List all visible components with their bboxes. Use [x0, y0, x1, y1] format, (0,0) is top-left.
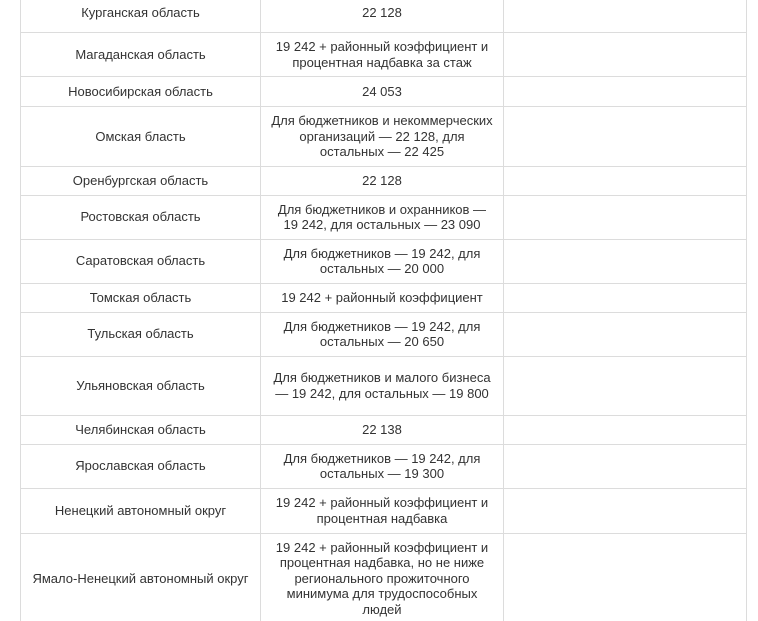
table-body: [21, 0, 747, 621]
region-cell: Новосибирская область: [21, 77, 261, 107]
amount-cell: 22 128: [261, 0, 504, 33]
region-cell: Ростовская область: [21, 195, 261, 239]
note-cell: [504, 0, 747, 33]
region-cell: Оренбургская область: [21, 166, 261, 195]
region-cell: Омская бласть: [21, 107, 261, 167]
amount-cell: 19 242 + районный коэффициент и процентная надбавка: [261, 488, 504, 533]
note-cell: [504, 415, 747, 444]
region-cell: Томская область: [21, 283, 261, 312]
amount-cell: 22 138: [261, 415, 504, 444]
note-cell: [504, 283, 747, 312]
table-row: [21, 488, 747, 533]
minimum-wage-table: [20, 0, 747, 621]
table-row: [21, 312, 747, 356]
table-row: [21, 33, 747, 77]
region-cell: Ульяновская область: [21, 356, 261, 415]
table-row: [21, 533, 747, 621]
note-cell: [504, 195, 747, 239]
amount-cell: Для бюджетников и охранников — 19 242, для остальных — 23 090: [261, 195, 504, 239]
amount-cell: Для бюджетников — 19 242, для остальных — 20 000: [261, 239, 504, 283]
amount-cell: 19 242 + районный коэффициент и процентная надбавка за стаж: [261, 33, 504, 77]
table-row: [21, 444, 747, 488]
region-cell: Саратовская область: [21, 239, 261, 283]
amount-cell: Для бюджетников — 19 242, для остальных — 19 300: [261, 444, 504, 488]
table-row: [21, 415, 747, 444]
amount-cell: 24 053: [261, 77, 504, 107]
table-row: [21, 283, 747, 312]
region-cell: Ярославская область: [21, 444, 261, 488]
region-cell: Тульская область: [21, 312, 261, 356]
note-cell: [504, 488, 747, 533]
amount-cell: Для бюджетников — 19 242, для остальных — 20 650: [261, 312, 504, 356]
region-cell: Курганская область: [21, 0, 261, 33]
note-cell: [504, 166, 747, 195]
region-cell: Магаданская область: [21, 33, 261, 77]
table-row: [21, 195, 747, 239]
table-row: [21, 77, 747, 107]
note-cell: [504, 356, 747, 415]
note-cell: [504, 77, 747, 107]
amount-cell: 19 242 + районный коэффициент и процентная надбавка, но не ниже регионального прожиточного минимума для трудоспособных людей: [261, 533, 504, 621]
amount-cell: 19 242 + районный коэффициент: [261, 283, 504, 312]
table-row: [21, 0, 747, 33]
table-row: [21, 107, 747, 167]
note-cell: [504, 444, 747, 488]
note-cell: [504, 533, 747, 621]
region-cell: Челябинская область: [21, 415, 261, 444]
amount-cell: Для бюджетников и некоммерческих организаций — 22 128, для остальных — 22 425: [261, 107, 504, 167]
table-row: [21, 356, 747, 415]
amount-cell: 22 128: [261, 166, 504, 195]
region-cell: Ямало-Ненецкий автономный округ: [21, 533, 261, 621]
note-cell: [504, 239, 747, 283]
amount-cell: Для бюджетников и малого бизнеса — 19 242, для остальных — 19 800: [261, 356, 504, 415]
note-cell: [504, 33, 747, 77]
note-cell: [504, 107, 747, 167]
region-cell: Ненецкий автономный округ: [21, 488, 261, 533]
table-row: [21, 166, 747, 195]
note-cell: [504, 312, 747, 356]
table-row: [21, 239, 747, 283]
